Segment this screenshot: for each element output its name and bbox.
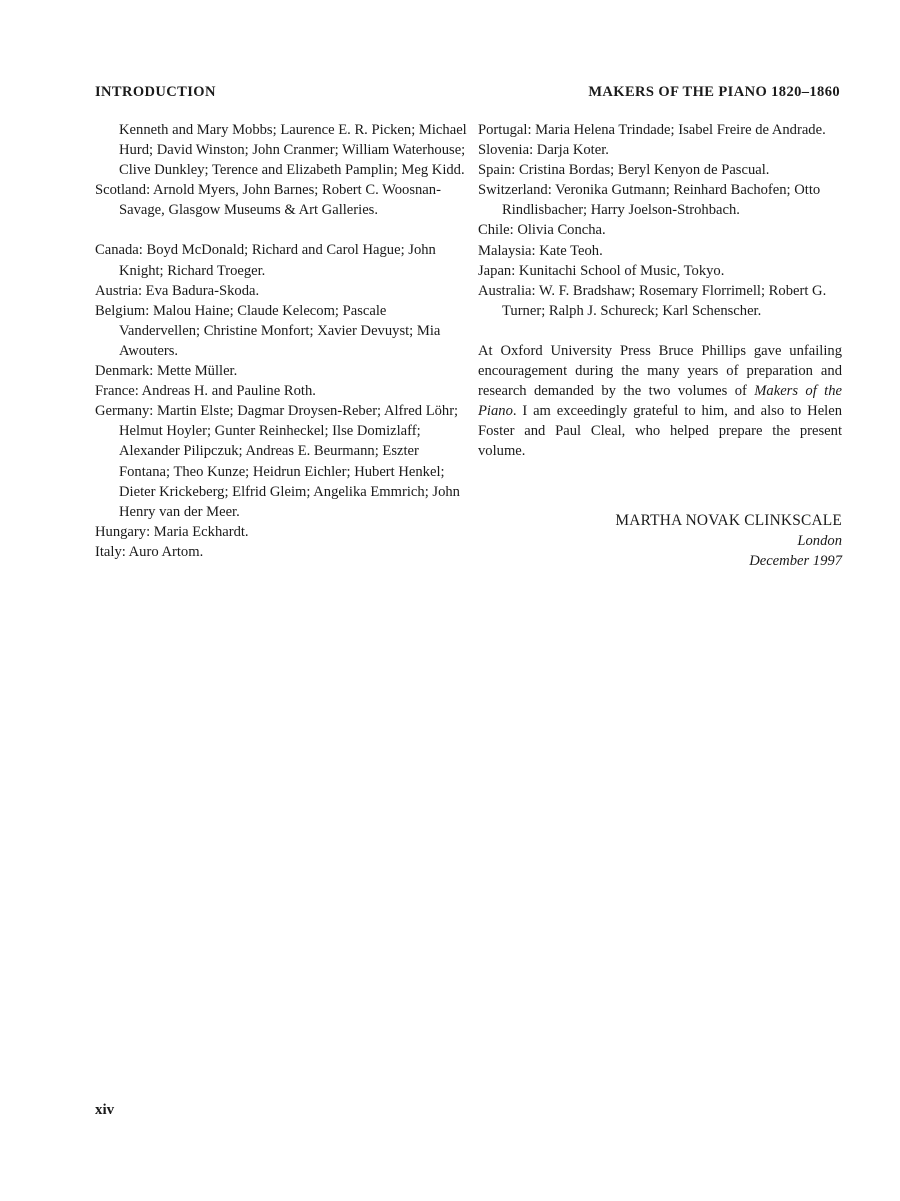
section-gap bbox=[478, 321, 842, 341]
running-head-right: MAKERS OF THE PIANO 1820–1860 bbox=[588, 84, 840, 100]
left-column bbox=[95, 120, 467, 562]
book-title: Makers of the Piano bbox=[478, 383, 842, 420]
list-item: Denmark: Mette Müller. bbox=[95, 363, 238, 380]
acknowledgement-paragraph bbox=[478, 341, 842, 462]
signature-place: London bbox=[797, 532, 842, 549]
list-item: Scotland: Arnold Myers, John Barnes; Robert C. Woosnan-Savage, Glasgow Museums & Art Galleries. bbox=[95, 182, 441, 219]
list-item: Germany: Martin Elste; Dagmar Droysen-Reber; Alfred Löhr; Helmut Hoyler; Gunter Reinheckel; Ilse Domizlaff; Alexander Pilipczuk; Andreas E. Beurmann; Eszter Fontana; Theo Kunze; Heidrun Eichler; Hubert Henkel; Dieter Krickeberg; Elfrid Gleim; Angelika Emmrich; John Henry van der Meer. bbox=[95, 403, 460, 520]
running-head-left: INTRODUCTION bbox=[95, 84, 216, 100]
list-item: Belgium: Malou Haine; Claude Kelecom; Pascale Vandervellen; Christine Monfort; Xavier Devuyst; Mia Awouters. bbox=[95, 302, 441, 359]
list-item: Switzerland: Veronika Gutmann; Reinhard Bachofen; Otto Rindlisbacher; Harry Joelson-Strohbach. bbox=[478, 182, 821, 219]
list-item: Spain: Cristina Bordas; Beryl Kenyon de Pascual. bbox=[478, 162, 770, 179]
list-item: Slovenia: Darja Koter. bbox=[478, 142, 609, 159]
list-item: Kenneth and Mary Mobbs; Laurence E. R. Picken; Michael Hurd; David Winston; John Cranmer; William Waterhouse; Clive Dunkley; Terence and Elizabeth Pamplin; Meg Kidd. bbox=[119, 122, 467, 179]
signature-date: December 1997 bbox=[749, 552, 842, 569]
page-number: xiv bbox=[95, 1102, 115, 1118]
list-item: Australia: W. F. Bradshaw; Rosemary Florrimell; Robert G. Turner; Ralph J. Schureck; Karl Schenscher. bbox=[478, 282, 827, 319]
signature-block bbox=[478, 510, 842, 571]
list-item: Italy: Auro Artom. bbox=[95, 543, 204, 560]
ack-text-after: . I am exceedingly grateful to him, and also to Helen Foster and Paul Cleal, who helped prepare the present volume. bbox=[478, 403, 842, 460]
list-item: Japan: Kunitachi School of Music, Tokyo. bbox=[478, 262, 725, 279]
author-name: MARTHA NOVAK CLINKSCALE bbox=[615, 511, 842, 529]
list-item: Austria: Eva Badura-Skoda. bbox=[95, 282, 260, 299]
list-item: Chile: Olivia Concha. bbox=[478, 222, 606, 239]
list-item: Malaysia: Kate Teoh. bbox=[478, 242, 603, 259]
ack-text-before: At Oxford University Press Bruce Phillips gave unfailing encouragement during the many years of preparation and research demanded by the two volumes of bbox=[478, 342, 842, 400]
list-item: France: Andreas H. and Pauline Roth. bbox=[95, 383, 316, 400]
list-item: Portugal: Maria Helena Trindade; Isabel Freire de Andrade. bbox=[478, 122, 826, 138]
list-item: Canada: Boyd McDonald; Richard and Carol Hague; John Knight; Richard Troeger. bbox=[95, 242, 436, 279]
right-column bbox=[478, 120, 842, 571]
section-gap bbox=[95, 220, 467, 240]
list-item: Hungary: Maria Eckhardt. bbox=[95, 523, 249, 540]
